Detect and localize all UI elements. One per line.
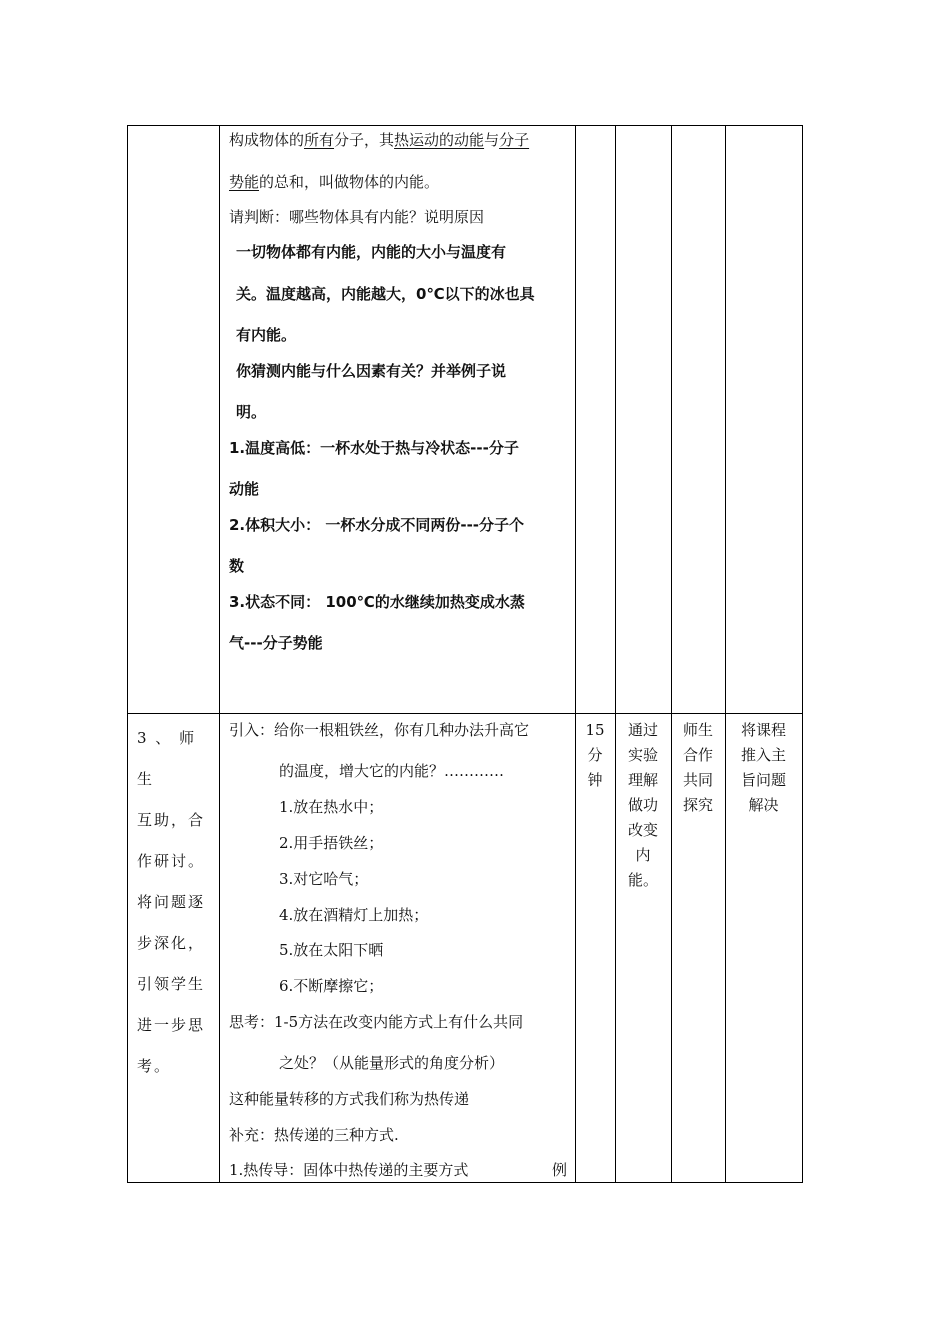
conduction-line: 1.热传导：固体中热传递的主要方式 bbox=[229, 1161, 469, 1179]
factor-line: 1.温度高低：一杯水处于热与冷状态---分子 bbox=[229, 439, 519, 457]
think-line: 思考：1-5方法在改变内能方式上有什么共同 bbox=[229, 1013, 524, 1031]
def-underlined: 势能 bbox=[229, 173, 260, 191]
method-item: 4.放在酒精灯上加热； bbox=[279, 906, 429, 924]
intent-line: 解决 bbox=[748, 796, 779, 814]
mode-line: 共同 bbox=[682, 771, 713, 789]
intent-line: 旨问题 bbox=[740, 771, 786, 789]
def-underlined: 分子 bbox=[499, 131, 530, 149]
guess-question: 明。 bbox=[236, 403, 267, 421]
col-divider bbox=[615, 126, 616, 1182]
goal-line: 能。 bbox=[627, 871, 658, 889]
definition-line-1 bbox=[229, 130, 529, 150]
factor-line: 数 bbox=[229, 557, 245, 575]
stage-line: 引领学生 bbox=[137, 975, 206, 993]
time-cell bbox=[575, 718, 615, 793]
def-underlined: 所有 bbox=[304, 131, 335, 149]
method-item: 1.放在热水中； bbox=[279, 798, 384, 816]
answer-line: 关。温度越高，内能越大，0℃以下的冰也具 bbox=[236, 285, 535, 303]
stage-line: 互助，合 bbox=[137, 811, 206, 829]
stage-line: 考。 bbox=[137, 1057, 172, 1075]
method-item: 2.用手捂铁丝； bbox=[279, 834, 384, 852]
time-line: 分 bbox=[587, 746, 603, 764]
stage-line: 步深化， bbox=[137, 934, 206, 952]
method-item: 5.放在太阳下晒 bbox=[279, 941, 384, 959]
goal-line: 通过 bbox=[627, 721, 658, 739]
think-line: 之处？（从能量形式的角度分析） bbox=[279, 1054, 505, 1072]
method-item: 3.对它哈气； bbox=[279, 870, 369, 888]
goal-cell bbox=[615, 718, 671, 893]
intent-line: 推入主 bbox=[740, 746, 786, 764]
factor-line: 3.状态不同： 100℃的水继续加热变成水蒸 bbox=[229, 593, 525, 611]
goal-line: 内 bbox=[635, 846, 651, 864]
def-underlined: 热运动的动能 bbox=[394, 131, 485, 149]
def-text: 与 bbox=[484, 131, 500, 149]
goal-line: 改变 bbox=[627, 821, 658, 839]
intent-cell bbox=[725, 718, 802, 818]
stage-line: 3 、 师 生 bbox=[137, 729, 197, 788]
factor-line: 动能 bbox=[229, 480, 260, 498]
def-text: 分子，其 bbox=[334, 131, 395, 149]
mode-cell bbox=[671, 718, 725, 818]
stage-line: 进一步思 bbox=[137, 1016, 206, 1034]
transfer-line: 这种能量转移的方式我们称为热传递 bbox=[229, 1090, 470, 1108]
mode-line: 师生 bbox=[682, 721, 713, 739]
stage-cell bbox=[137, 718, 215, 1087]
lesson-table bbox=[127, 125, 803, 1183]
goal-line: 做功 bbox=[627, 796, 658, 814]
stage-line: 将问题逐 bbox=[137, 893, 206, 911]
judge-question: 请判断：哪些物体具有内能？说明原因 bbox=[229, 208, 485, 226]
answer-line: 有内能。 bbox=[236, 326, 297, 344]
col-divider bbox=[671, 126, 672, 1182]
method-item: 6.不断摩擦它； bbox=[279, 977, 384, 995]
definition-line-2 bbox=[229, 172, 439, 192]
col-divider bbox=[219, 126, 220, 1182]
conduction-tail: 例 bbox=[552, 1161, 568, 1179]
col-divider bbox=[575, 126, 576, 1182]
intro-line: 引入：给你一根粗铁丝，你有几种办法升高它 bbox=[229, 721, 530, 739]
def-text: 构成物体的 bbox=[229, 131, 305, 149]
time-line: 钟 bbox=[587, 771, 603, 789]
intro-line: 的温度，增大它的内能？………… bbox=[279, 762, 505, 780]
guess-question: 你猜测内能与什么因素有关？并举例子说 bbox=[236, 362, 507, 380]
supplement-line: 补充：热传递的三种方式. bbox=[229, 1126, 399, 1144]
mode-line: 探究 bbox=[682, 796, 713, 814]
stage-line: 作研讨。 bbox=[137, 852, 206, 870]
factor-line: 2.体积大小： 一杯水分成不同两份---分子个 bbox=[229, 516, 525, 534]
mode-line: 合作 bbox=[682, 746, 713, 764]
intent-line: 将课程 bbox=[740, 721, 786, 739]
goal-line: 实验 bbox=[627, 746, 658, 764]
time-line: 15 bbox=[585, 721, 605, 739]
goal-line: 理解 bbox=[627, 771, 658, 789]
factor-line: 气---分子势能 bbox=[229, 634, 323, 652]
row-divider bbox=[128, 713, 802, 714]
def-text: 的总和，叫做物体的内能。 bbox=[259, 173, 440, 191]
col-divider bbox=[725, 126, 726, 1182]
answer-line: 一切物体都有内能，内能的大小与温度有 bbox=[236, 243, 507, 261]
